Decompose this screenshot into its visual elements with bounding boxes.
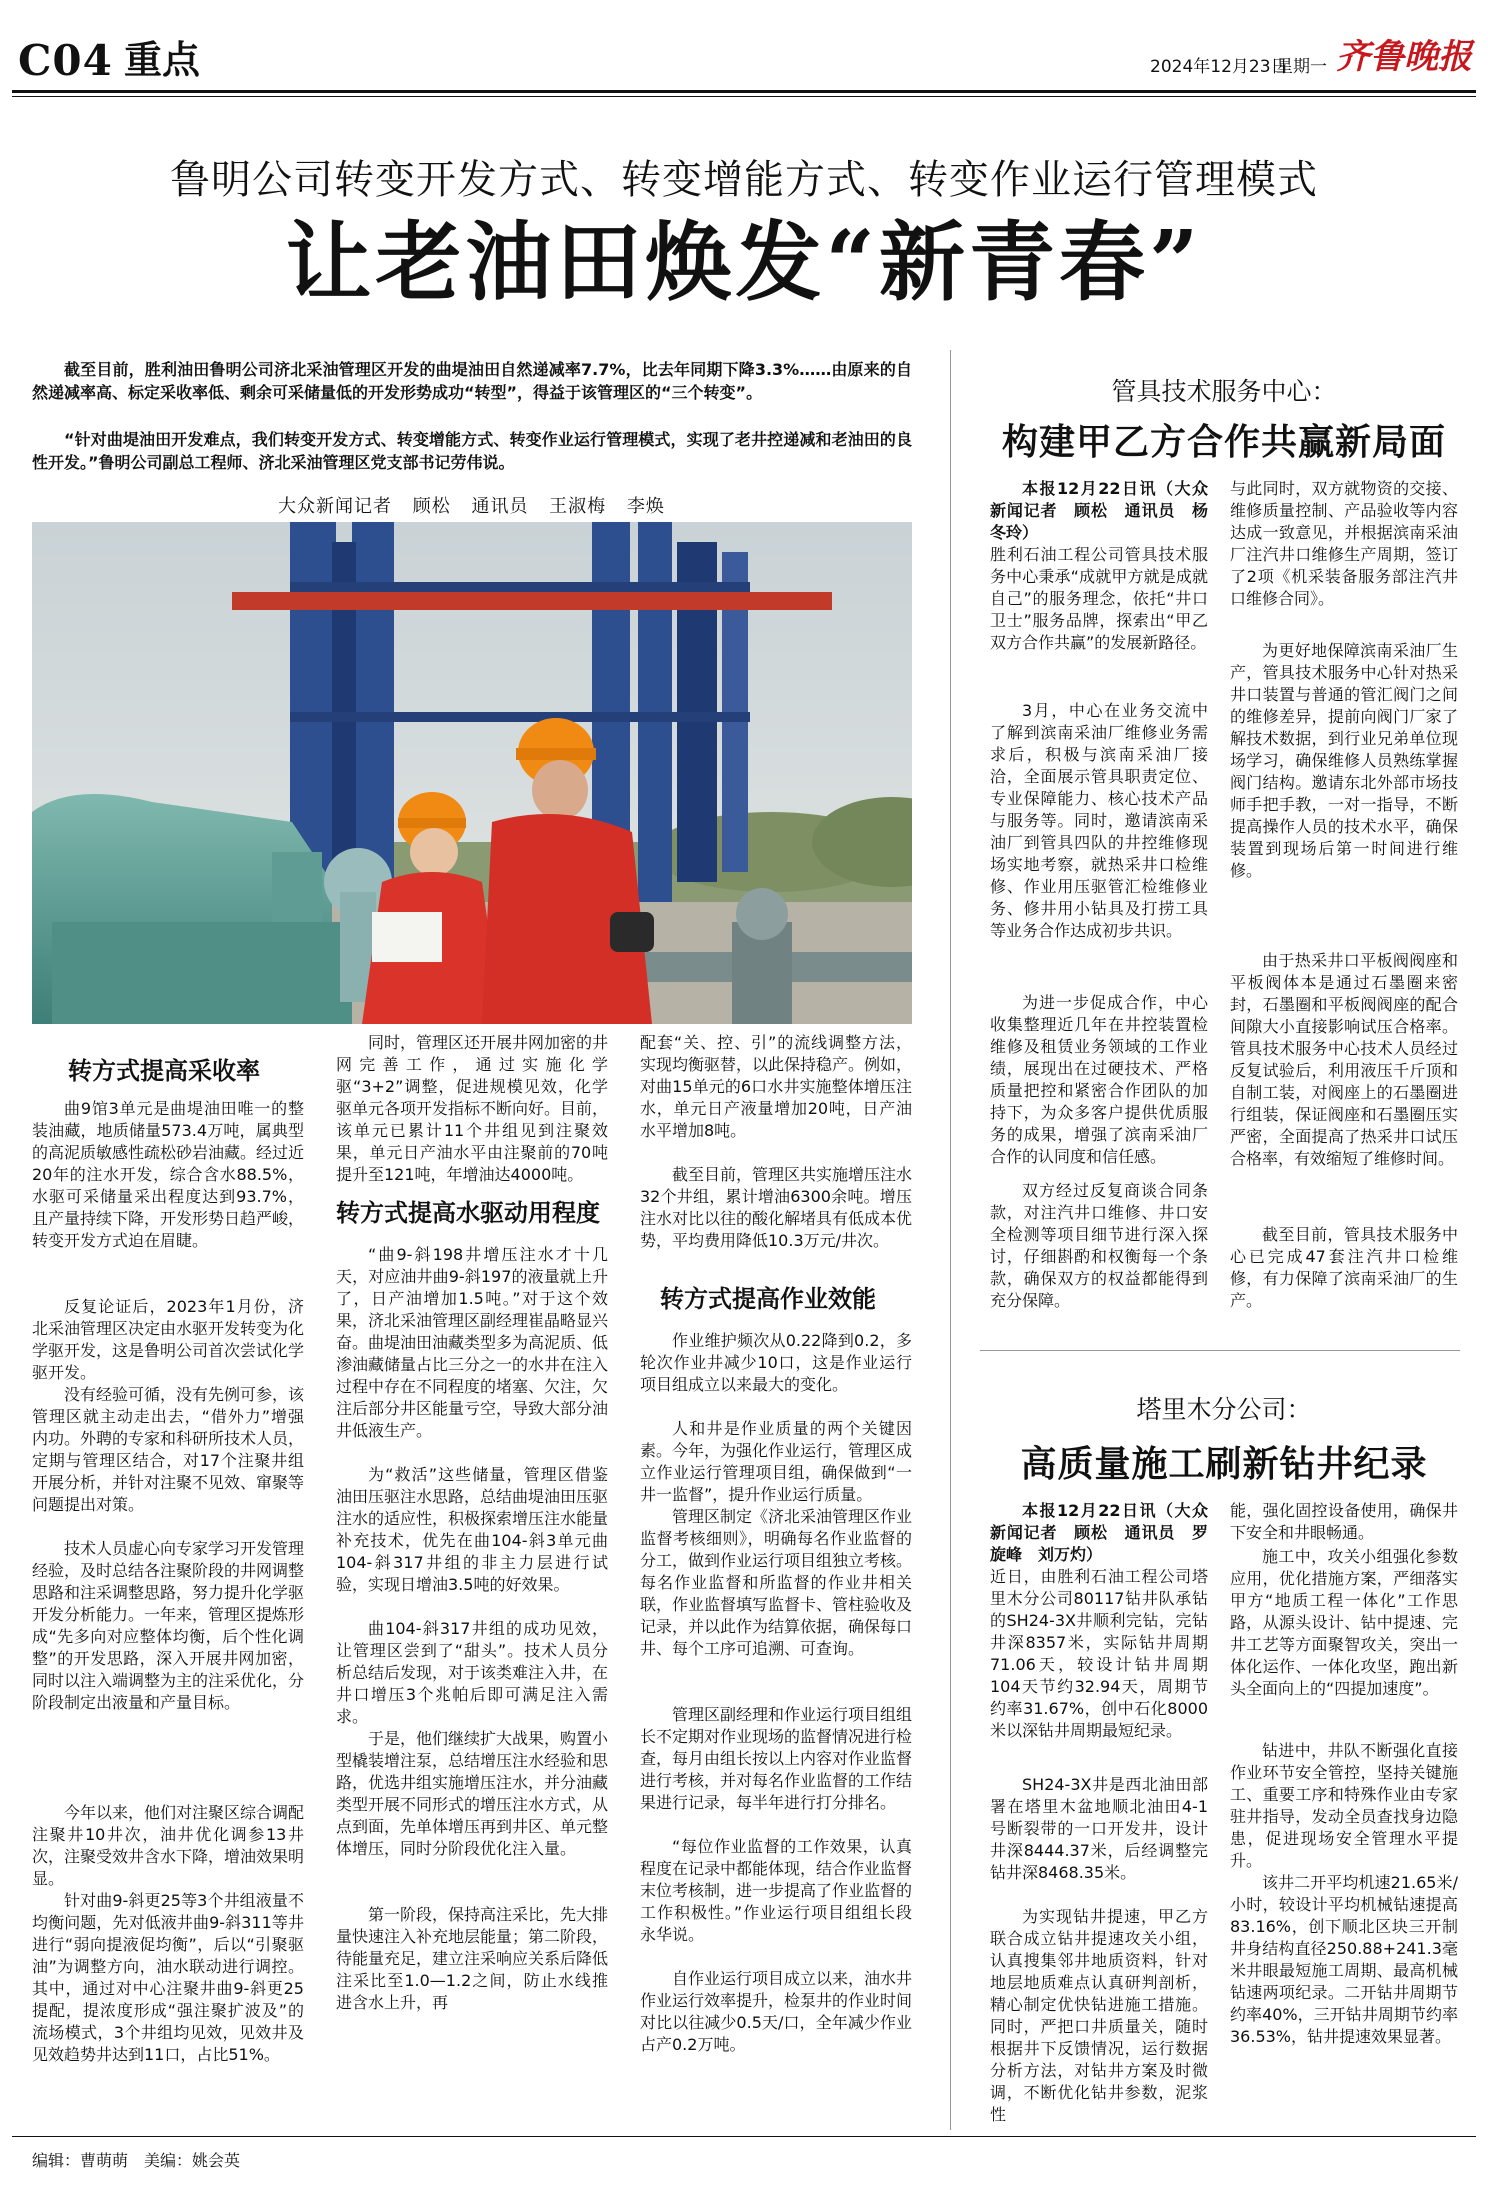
side2-col1-p1: 近日，由胜利石油工程公司塔里木分公司80117钻井队承钻的SH24-3X井顺利完钻，完钻井深8357米，实际钻井周期71.06天，较设计钻井周期104天节约32.94天，周期节约率31.67%，创中石化8000米以深钻井周期最短纪录。 bbox=[990, 1567, 1208, 1740]
body-col1-p2: 反复论证后，2023年1月份，济北采油管理区决定由水驱开发转变为化学驱开发，这是鲁明公司首次尝试化学驱开发。 bbox=[32, 1297, 305, 1382]
body-col1-p5: 今年以来，他们对注聚区综合调配注聚井10井次，油井优化调参13井次，注聚受效井含水下降，增油效果明显。 bbox=[32, 1803, 305, 1888]
body-col3-p7: “每位作业监督的工作效果，认真程度在记录中都能体现，结合作业监督末位考核制，进一步提高了作业监督的工作积极性。”作业运行项目组组长段永华说。 bbox=[640, 1837, 913, 1944]
subhead-3: 转方式提高作业效能 bbox=[660, 1285, 876, 1313]
subhead-2: 转方式提高水驱动用程度 bbox=[336, 1199, 600, 1227]
subhead-1: 转方式提高采收率 bbox=[68, 1057, 260, 1085]
issue-weekday: 星期一 bbox=[1276, 57, 1327, 77]
side2-title: 高质量施工刷新钻井纪录 bbox=[1020, 1443, 1428, 1485]
article-headline: 让老油田焕发“新青春” bbox=[285, 212, 1203, 313]
side1-col1-p2: 3月，中心在业务交流中了解到滨南采油厂维修业务需求后，积极与滨南采油厂接洽，全面展示管具职责定位、专业保障能力、核心技术产品与服务等。同时，邀请滨南采油厂到管具四队的井控维修现场实地考察，就热采井口检维修、作业用压驱管汇检维修业务、修井用小钻具及打捞工具等业务合作达成初步共识。 bbox=[990, 701, 1208, 940]
article-kicker: 鲁明公司转变开发方式、转变增能方式、转变作业运行管理模式 bbox=[170, 157, 1318, 203]
body-col2-p1: 同时，管理区还开展井网加密的井网完善工作，通过实施化学驱“3+2”调整，促进规模见效，化学驱单元各项开发指标不断向好。目前，该单元已累计11个井组见到注聚效果，单元日产油水平由注聚前的70吨提升至121吨，年增油达4000吨。 bbox=[336, 1033, 609, 1184]
body-col2-p3: 曲堤油田油藏类型多为高泥质、低渗油藏储量占比三分之一的水井在注入过程中存在不同程度的堵塞、欠注，欠注后部分井区能量亏空，导致大部分油井低液生产。 bbox=[336, 1333, 609, 1440]
body-col3-p6: 管理区副经理和作业运行项目组组长不定期对作业现场的监督情况进行检查，每月由组长按以上内容对作业监督进行考核，并对每名作业监督的工作结果进行记录，每半年进行打分排名。 bbox=[640, 1705, 913, 1812]
side1-title: 构建甲乙方合作共赢新局面 bbox=[1001, 421, 1446, 463]
body-col1-p1: 曲9馆3单元是曲堤油田唯一的整装油藏，地质储量573.4万吨，属典型的高泥质敏感性疏松砂岩油藏。经过近20年的注水开发，综合含水88.5%，水驱可采储量采出程度达到93.7%，且产量持续下降，开发形势日趋严峻，转变开发方式迫在眉睫。 bbox=[32, 1099, 305, 1250]
issue-date: 2024年12月23日 bbox=[1150, 57, 1288, 77]
side2-col2-p2: 施工中，攻关小组强化参数应用，优化措施方案，严细落实甲方“地质工程一体化”工作思路，从源头设计、钻中提速、完井工艺等方面聚智攻关，突出一体化运作、一体化攻坚，跑出新头全面向上的“四提加速度”。 bbox=[1230, 1547, 1458, 1698]
side2-col2-p3: 钻进中，井队不断强化直接作业环节安全管控，坚持关键施工、重要工序和特殊作业由专家驻井指导，发动全员查找身边隐患，促进现场安全管理水平提升。 bbox=[1230, 1741, 1458, 1870]
lead-paragraph-1: 截至目前，胜利油田鲁明公司济北采油管理区开发的曲堤油田自然递减率7.7%，比去年同期下降3.3%……由原来的自然递减率高、标定采收率低、剩余可采储量低的开发形势成功“转型”，得益于该管理区的“三个转变”。 bbox=[32, 360, 912, 402]
side1-kicker: 管具技术服务中心： bbox=[1111, 377, 1337, 406]
page-number: C04 bbox=[18, 36, 113, 85]
side2-kicker: 塔里木分公司： bbox=[1136, 1395, 1312, 1424]
body-col1-p4: 技术人员虚心向专家学习开发管理经验，及时总结各注聚阶段的井网调整思路和注采调整思路，努力提升化学驱开发分析能力。一年来，管理区提炼形成“先多向对应整体均衡，后个性化调整”的开发思路，深入开展井网加密，同时以注入端调整为主的注采优化，分阶段制定出液量和产量目标。 bbox=[32, 1539, 305, 1712]
body-col1-p6: 针对曲9-斜更25等3个井组液量不均衡问题，先对低液井曲9-斜311等井进行“弱向提液促均衡”，后以“引聚驱油”为调整方向，油水联动进行调控。其中，通过对中心注聚井曲9-斜更25提配，提浓度形成“强注聚扩波及”的流场模式，3个井组均见效，见效井及见效趋势井达到11口，占比51%。 bbox=[32, 1891, 304, 2064]
photo-illustration bbox=[32, 522, 912, 1024]
body-col2-p4: 为“救活”这些储量，管理区借鉴油田压驱注水思路，总结曲堤油田压驱注水的适应性，积极探索增压注水能量补充技术，优先在曲104-斜3单元曲104-斜317井组的非主力层进行试验，实现日增油3.5吨的好效果。 bbox=[336, 1465, 609, 1594]
article-byline: 大众新闻记者 顾松 通讯员 王淑梅 李焕 bbox=[278, 496, 665, 517]
footer-designer: 美编：姚会英 bbox=[144, 2151, 241, 2170]
body-col2-p2: “曲9-斜198井增压注水才十几天，对应油井曲9-斜197的液量就上升了，日产油增加1.5吨。”对于这个效果，济北采油管理区副经理崔晶略显兴奋。 bbox=[336, 1245, 609, 1352]
side1-col2-p1: 与此同时，双方就物资的交接、维修质量控制、产品验收等内容达成一致意见，并根据滨南采油厂注汽井口维修生产周期，签订了2项《机采装备服务部注汽井口维修合同》。 bbox=[1230, 479, 1458, 608]
body-col3-p8: 自作业运行项目成立以来，油水井作业运行效率提升，检泵井的作业时间对比以往减少0.5天/口，全年减少作业占产0.2万吨。 bbox=[640, 1969, 913, 2054]
body-col3-p2: 截至目前，管理区共实施增压注水32个井组，累计增油6300余吨。增压注水对比以往的酸化解堵具有低成本优势，平均费用降低10.3万元/井次。 bbox=[640, 1165, 913, 1250]
side2-col2-p4: 该井二开平均机速21.65米/小时，较设计平均机械钻速提高83.16%，创下顺北区块三开制井身结构直径250.88+241.3毫米井眼最短施工周期、最高机械钻速两项纪录。二开钻井周期节约率40%，三开钻井周期节约率36.53%，钻井提速效果显著。 bbox=[1230, 1873, 1458, 2046]
body-col3-p5: 管理区制定《济北采油管理区作业监督考核细则》，明确每名作业监督的分工，做到作业运行项目组独立考核。每名作业监督和所监督的作业井相关联，作业监督填写监督卡、管柱验收及记录，并以此作为结算依据，确保每口井、每个工序可追溯、可查询。 bbox=[640, 1507, 913, 1658]
section-name: 重点 bbox=[124, 37, 201, 82]
photo-oilfield-workers bbox=[32, 522, 912, 1024]
header-rule bbox=[12, 90, 1476, 93]
side2-col2-p1: 能，强化固控设备使用，确保井下安全和井眼畅通。 bbox=[1230, 1501, 1458, 1542]
side1-col2-p4: 截至目前，管具技术服务中心已完成47套注汽井口检维修，有力保障了滨南采油厂的生产。 bbox=[1230, 1225, 1458, 1310]
lead-paragraph-2: “针对曲堤油田开发难点，我们转变开发方式、转变增能方式、转变作业运行管理模式，实现了老井控递减和老油田的良性开发。”鲁明公司副总工程师、济北采油管理区党支部书记劳伟说。 bbox=[32, 430, 912, 472]
side2-dateline: 本报12月22日讯（大众新闻记者 顾松 通讯员 罗旋峰 刘万灼） bbox=[990, 1501, 1208, 1564]
side1-col1-p3: 为进一步促成合作，中心收集整理近几年在井控装置检维修及租赁业务领域的工作业绩，展现出在过硬技术、严格质量把控和紧密合作团队的加持下，为众多客户提供优质服务的成果，增强了滨南采油厂合作的认同度和信任感。 bbox=[990, 993, 1208, 1166]
side1-col2-p2: 为更好地保障滨南采油厂生产，管具技术服务中心针对热采井口装置与普通的管汇阀门之间的维修差异，提前向阀门厂家了解技术数据，到行业兄弟单位现场学习，确保维修人员熟练掌握阀门结构。邀请东北外部市场技师手把手教，一对一指导，不断提高操作人员的技术水平，确保装置到现场后第一时间进行维修。 bbox=[1230, 641, 1458, 880]
footer-rule bbox=[12, 2136, 1476, 2137]
footer-editor: 编辑：曹萌萌 bbox=[32, 2151, 129, 2170]
side1-col1-p4: 双方经过反复商谈合同条款，对注汽井口维修、井口安全检测等项目细节进行深入探讨，仔细斟酌和权衡每一个条款，确保双方的权益都能得到充分保障。 bbox=[990, 1181, 1208, 1310]
column-divider bbox=[950, 350, 951, 2130]
masthead-logo: 齐鲁晚报 bbox=[1336, 37, 1472, 77]
side1-col2-p3: 由于热采井口平板阀阀座和平板阀体本是通过石墨圈来密封，石墨圈和平板阀阀座的配合间隙大小直接影响试压合格率。管具技术服务中心技术人员经过反复试验后，利用液压千斤顶和自制工装，对阀座上的石墨圈进行组装，保证阀座和石墨圈压实严密，全面提高了热采井口试压合格率，有效缩短了维修时间。 bbox=[1230, 951, 1458, 1168]
side2-col1-p2: SH24-3X井是西北油田部署在塔里木盆地顺北油田4-1号断裂带的一口开发井，设计井深8444.37米，后经调整完钻井深8468.35米。 bbox=[990, 1775, 1208, 1882]
body-col2-p7: 第一阶段，保持高注采比，先大排量快速注入补充地层能量；第二阶段，待能量充足，建立注采响应关系后降低注采比至1.0—1.2之间，防止水线推进含水上升，再 bbox=[336, 1905, 609, 2012]
side1-dateline: 本报12月22日讯（大众新闻记者 顾松 通讯员 杨冬玲） bbox=[990, 479, 1208, 542]
body-col2-p5: 曲104-斜317井组的成功见效，让管理区尝到了“甜头”。技术人员分析总结后发现，对于该类难注入井，在井口增压3个兆帕后即可满足注入需求。 bbox=[336, 1619, 609, 1726]
body-col2-p6: 于是，他们继续扩大战果，购置小型橇装增注泵，总结增压注水经验和思路，优选井组实施增压注水，并分油藏类型开展不同形式的增压注水方式，从点到面，先单体增压再到井区、单元整体增压，同时分阶段优化注入量。 bbox=[336, 1729, 609, 1858]
side1-col1-p1: 胜利石油工程公司管具技术服务中心秉承“成就甲方就是成就自己”的服务理念，依托“井口卫士”服务品牌，探索出“甲乙双方合作共赢”的发展新路径。 bbox=[990, 545, 1208, 652]
side2-col1-p3: 为实现钻井提速，甲乙方联合成立钻井提速攻关小组，认真搜集邻井地质资料，针对地层地质难点认真研判剖析，精心制定优快钻进施工措施。同时，严把口井质量关，随时根据井下反馈情况，运行数据分析方法，对钻井方案及时微调，不断优化钻井参数，泥浆性 bbox=[990, 1907, 1208, 2124]
body-col3-p3: 作业维护频次从0.22降到0.2，多轮次作业井减少10口，这是作业运行项目组成立以来最大的变化。 bbox=[640, 1331, 912, 1394]
side-divider bbox=[980, 1350, 1460, 1351]
body-col3-p4: 人和井是作业质量的两个关键因素。今年，为强化作业运行，管理区成立作业运行管理项目组，确保做到“一井一监督”，提升作业运行质量。 bbox=[640, 1419, 913, 1504]
body-col1-p3: 没有经验可循，没有先例可参，该管理区就主动走出去，“借外力”增强内功。外聘的专家和科研所技术人员，定期与管理区结合，对17个注聚井组开展分析，并针对注聚不见效、窜聚等问题提出对策。 bbox=[32, 1385, 305, 1514]
header-rule-thin bbox=[12, 96, 1476, 97]
body-col3-p1: 配套“关、控、引”的流线调整方法，实现均衡驱替，以此保持稳产。例如，对曲15单元的6口水井实施整体增压注水，单元日产液量增加20吨，日产油水平增加8吨。 bbox=[640, 1033, 913, 1140]
